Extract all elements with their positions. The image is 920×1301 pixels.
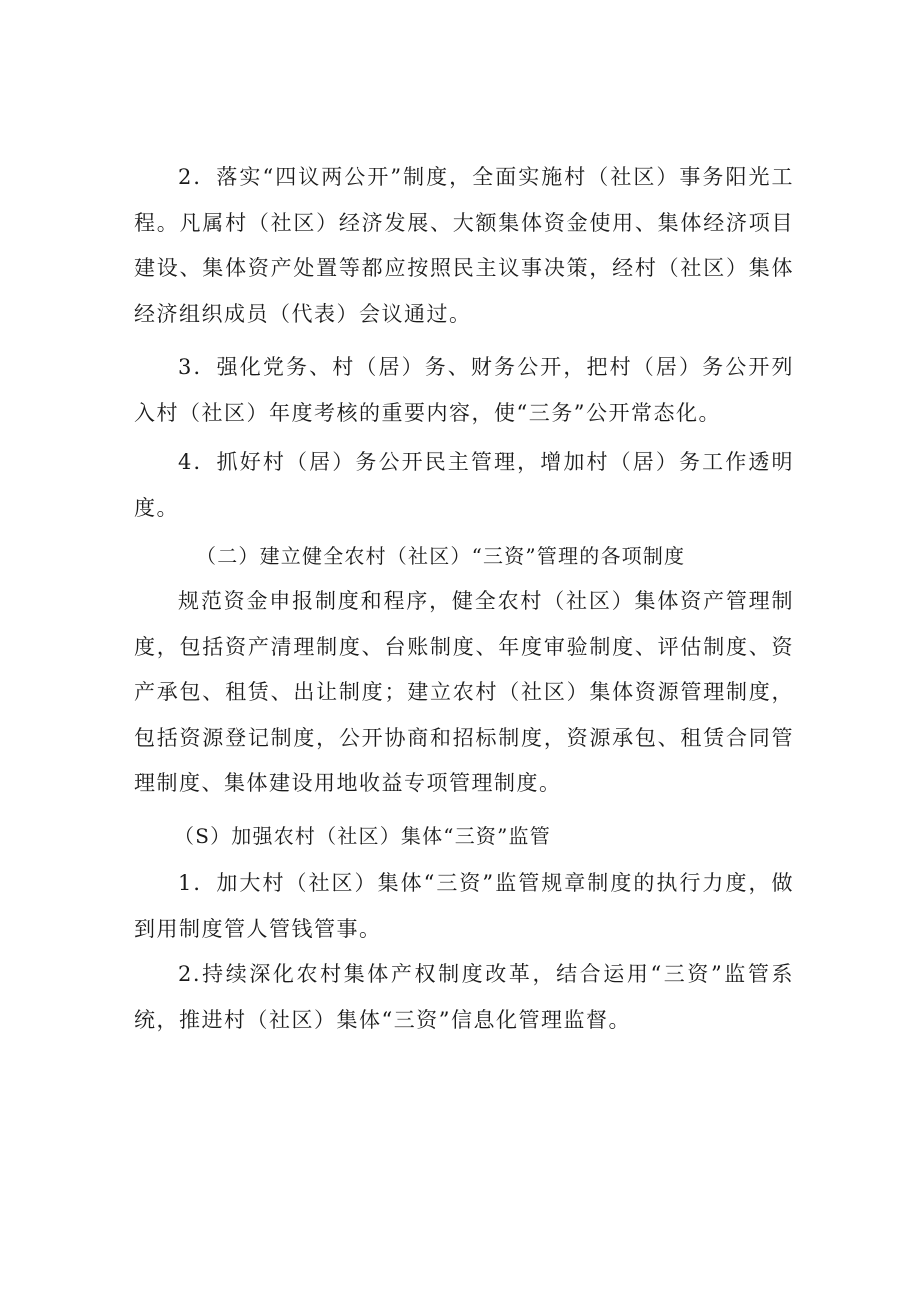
paragraph-affairs-disclosure: 3．强化党务、村（居）务、财务公开，把村（居）务公开列入村（社区）年度考核的重要内容，使“三务”公开常态化。 xyxy=(134,355,794,425)
paragraph-four-deliberations: 2．落实“四议两公开”制度，全面实施村（社区）事务阳光工程。凡属村（社区）经济发展、大额集体资金使用、集体经济项目建设、集体资产处置等都应按照民主议事决策，经村（社区）集体经济组织成员（代表）会议通过。 xyxy=(134,165,794,326)
paragraph-asset-systems: 规范资金申报制度和程序，健全农村（社区）集体资产管理制度，包括资产清理制度、台账制度、年度审验制度、评估制度、资产承包、租赁、出让制度；建立农村（社区）集体资源管理制度，包括资源登记制度，公开协商和招标制度，资源承包、租赁合同管理制度、集体建设用地收益专项管理制度。 xyxy=(134,589,794,795)
paragraph-democratic-management: 4．抓好村（居）务公开民主管理，增加村（居）务工作透明度。 xyxy=(134,450,794,520)
paragraph-enforcement: 1．加大村（社区）集体“三资”监管规章制度的执行力度，做到用制度管人管钱管事。 xyxy=(134,871,794,941)
section-heading-three: （S）加强农村（社区）集体“三资”监管 xyxy=(174,824,551,848)
paragraph-property-reform: 2.持续深化农村集体产权制度改革，结合运用“三资”监管系统，推进村（社区）集体“三资”信息化管理监督。 xyxy=(134,962,794,1032)
section-heading-two: （二）建立健全农村（社区）“三资”管理的各项制度 xyxy=(196,544,686,568)
